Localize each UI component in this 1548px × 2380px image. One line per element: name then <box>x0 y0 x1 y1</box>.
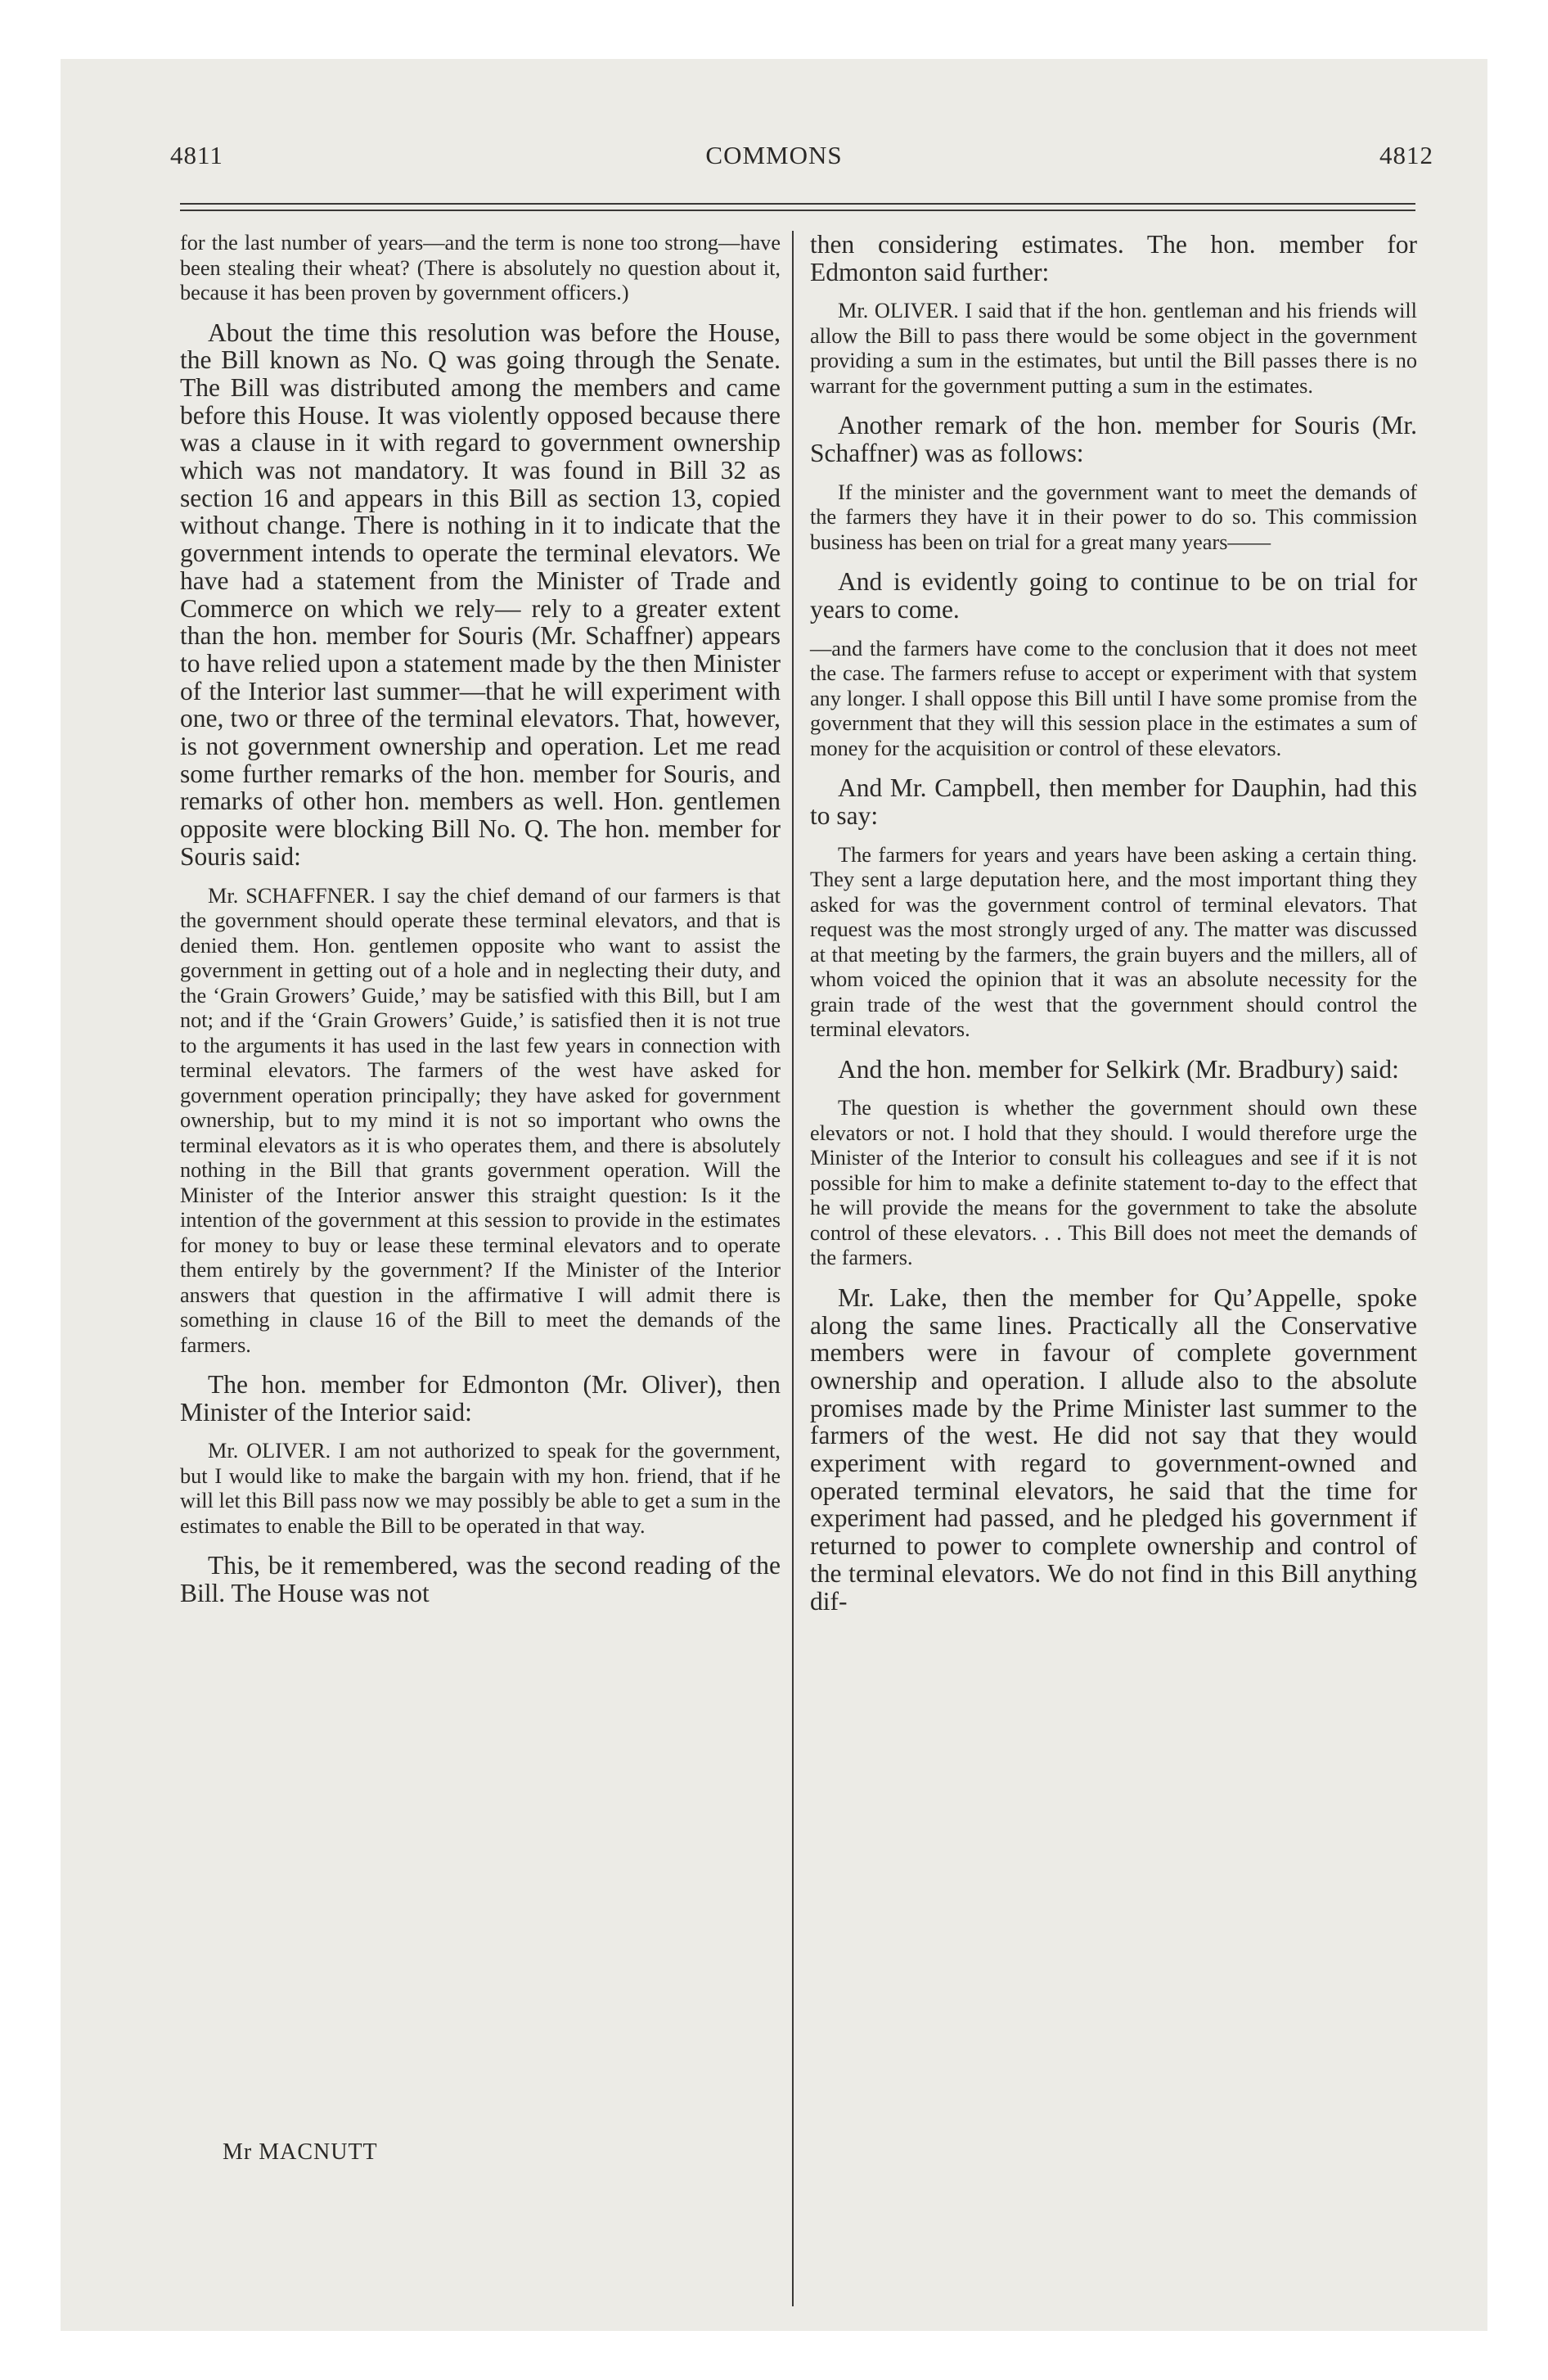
quote-paragraph: The question is whether the government should own these elevators or not. I hold that they should. I would therefore urge the Minister of the Interior to consult his colleagues and see if it is not possible for him to make a definite statement to-day to the effect that he will provide the means for the government to take the absolute control of these elevators. . . This Bill does not meet the demands of the farmers. <box>810 1096 1417 1270</box>
footer-speaker: Mr MACNUTT <box>223 2139 378 2165</box>
column-divider <box>792 231 794 2306</box>
quote-paragraph: —and the farmers have come to the conclusion that it does not meet the case. The farmers refuse to accept or experiment with that system any longer. I shall oppose this Bill until I have some promise from the government that they will this session place in the estimates a sum of money for the acquisition or control of these elevators. <box>810 636 1417 760</box>
body-paragraph: And Mr. Campbell, then member for Dauphin, had this to say: <box>810 773 1417 830</box>
body-paragraph: And is evidently going to continue to be on trial for years to come. <box>810 567 1417 624</box>
header-rule-bottom <box>180 210 1415 211</box>
quote-paragraph: Mr. OLIVER. I said that if the hon. gentleman and his friends will allow the Bill to pass there would be some object in the government providing a sum in the estimates, but until the Bill passes there is no warrant for the government putting a sum in the estimates. <box>810 299 1417 398</box>
body-paragraph: About the time this resolution was before the House, the Bill known as No. Q was going through the Senate. The Bill was distributed among the members and came before this House. It was violently opposed because there was a clause in it with regard to government ownership which was not mandatory. It was found in Bill 32 as section 16 and appears in this Bill as section 13, copied without change. There is nothing in it to indicate that the government intends to operate the terminal elevators. We have had a statement from the Minister of Trade and Commerce on which we rely— rely to a greater extent than the hon. member for Souris (Mr. Schaffner) appears to have relied upon a statement made by the then Minister of the Interior last summer—that he will experiment with one, two or three of the terminal elevators. That, however, is not government ownership and operation. Let me read some further remarks of the hon. member for Souris, and remarks of other hon. members as well. Hon. gentlemen opposite were blocking Bill No. Q. The hon. member for Souris said: <box>180 318 781 871</box>
left-column <box>180 231 781 1620</box>
page-number-right: 4812 <box>1379 141 1433 169</box>
body-paragraph: then considering estimates. The hon. member for Edmonton said further: <box>810 230 1417 286</box>
quote-paragraph: The farmers for years and years have been asking a certain thing. They sent a large deputation here, and the most important thing they asked for was the government control of terminal elevators. That request was the most strongly urged of any. The matter was discussed at that meeting by the farmers, the grain buyers and the millers, all of whom voiced the opinion that it was an absolute necessity for the grain trade of the west that the government should control the terminal elevators. <box>810 842 1417 1042</box>
right-column <box>810 231 1417 1628</box>
quote-paragraph: Mr. SCHAFFNER. I say the chief demand of our farmers is that the government should operate these terminal elevators, and that is denied them. Hon. gentlemen opposite who want to assist the government in getting out of a hole and in neglecting their duty, and the ‘Grain Growers’ Guide,’ may be satisfied with this Bill, but I am not; and if the ‘Grain Growers’ Guide,’ is satisfied then it is not true to the arguments it has used in the last few years in connection with terminal elevators. The farmers of the west have asked for government operation principally; they have asked for government ownership, but to my mind it is not so important who owns the terminal elevators as it is who operates them, and there is absolutely nothing in the Bill that grants government operation. Will the Minister of the Interior answer this straight question: Is it the intention of the government at this session to provide in the estimates for money to buy or lease these terminal elevators and to operate them entirely by the government? If the Minister of the Interior answers that question in the affirmative I will admit there is something in clause 16 of the Bill to meet the demands of the farmers. <box>180 883 781 1357</box>
quote-paragraph: Mr. OLIVER. I am not authorized to speak for the government, but I would like to make the bargain with my hon. friend, that if he will let this Bill pass now we may possibly be able to get a sum in the estimates to enable the Bill to be operated in that way. <box>180 1439 781 1538</box>
body-paragraph: This, be it remembered, was the second reading of the Bill. The House was not <box>180 1551 781 1608</box>
page-number-left: 4811 <box>170 141 223 169</box>
quote-paragraph: If the minister and the government want to meet the demands of the farmers they have it in their power to do so. This commission business has been on trial for a great many years—— <box>810 480 1417 554</box>
body-paragraph: Another remark of the hon. member for Souris (Mr. Schaffner) was as follows: <box>810 411 1417 468</box>
body-paragraph: The hon. member for Edmonton (Mr. Oliver), then Minister of the Interior said: <box>180 1370 781 1427</box>
quote-paragraph: for the last number of years—and the term is none too strong—have been stealing their wheat? (There is absolutely no question about it, because it has been proven by government officers.) <box>180 231 781 304</box>
body-paragraph: And the hon. member for Selkirk (Mr. Bradbury) said: <box>838 1054 1399 1084</box>
header-rule-top <box>180 203 1415 205</box>
body-paragraph: Mr. Lake, then the member for Qu’Appelle, spoke along the same lines. Practically all the Conservative members were in favour of complete government ownership and operation. I allude also to the absolute promises made by the Prime Minister last summer to the farmers of the west. He did not say that they would experiment with regard to government-owned and operated terminal elevators, he said that the time for experiment had passed, and he pledged his government if returned to power to complete ownership and control of the terminal elevators. We do not find in this Bill anything dif- <box>810 1282 1417 1616</box>
page-title: COMMONS <box>705 141 843 169</box>
